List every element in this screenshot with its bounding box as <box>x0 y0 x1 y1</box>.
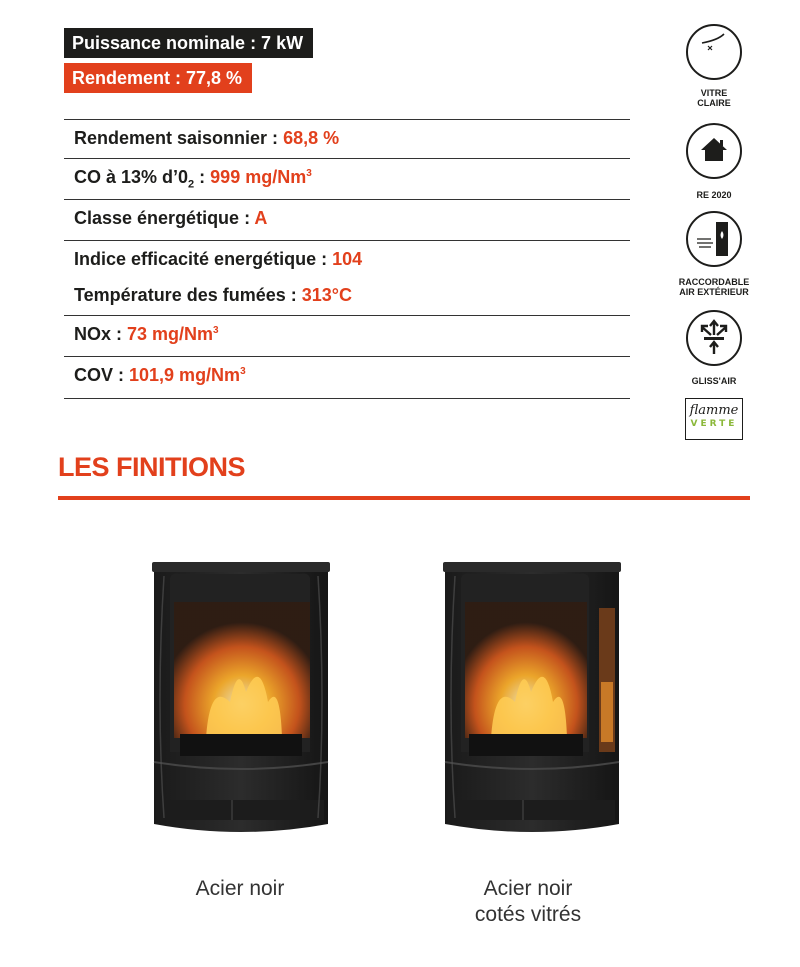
spec-co: CO à 13% $d’0_2$ : 999 mg/Nm$^3$ <box>74 167 312 191</box>
spec-nox: NOx : 73 mg/Nm$^3$ <box>74 324 219 344</box>
stove-image-black-steel <box>150 562 332 843</box>
finish-caption-1: Acier noir <box>195 877 285 900</box>
house-icon <box>686 123 742 179</box>
spec-divider <box>64 119 630 120</box>
spec-divider <box>64 398 630 399</box>
flamme-verte-logo: flamme VERTE <box>685 398 743 440</box>
spec-divider <box>64 315 630 316</box>
efficiency-tag: Rendement : 77,8 % <box>64 63 252 93</box>
glissair-caption: GLISS'AIR <box>691 376 737 386</box>
outside-air-icon <box>686 211 742 267</box>
re2020-caption: RE 2020 <box>696 190 732 200</box>
section-title: LES FINITIONS <box>58 452 246 482</box>
spec-seasonal-efficiency: Rendement saisonnier : 68,8 % <box>74 128 340 148</box>
clear-glass-icon <box>686 24 742 80</box>
spec-energy-class: Classe énergétique : A <box>74 208 268 228</box>
outside-air-caption: RACCORDABLE AIR EXTÉRIEUR <box>678 277 750 297</box>
spec-divider <box>64 199 630 200</box>
air-diffusion-icon <box>686 310 742 366</box>
stove-image-black-steel-glass-sides <box>441 562 623 843</box>
spec-efficiency-index: Indice efficacité energétique : 104 <box>74 249 363 269</box>
nominal-power-tag: Puissance nominale : 7 kW <box>64 28 313 58</box>
spec-divider <box>64 158 630 159</box>
clear-glass-caption: VITRE CLAIRE <box>697 88 731 108</box>
section-rule <box>58 496 750 500</box>
spec-divider <box>64 356 630 357</box>
spec-cov: COV : 101,9 mg/Nm$^3$ <box>74 365 246 385</box>
spec-flue-temperature: Température des fumées : 313°C <box>74 285 352 305</box>
finish-caption-2: Acier noir cotés vitrés <box>474 877 582 926</box>
spec-divider <box>64 240 630 241</box>
